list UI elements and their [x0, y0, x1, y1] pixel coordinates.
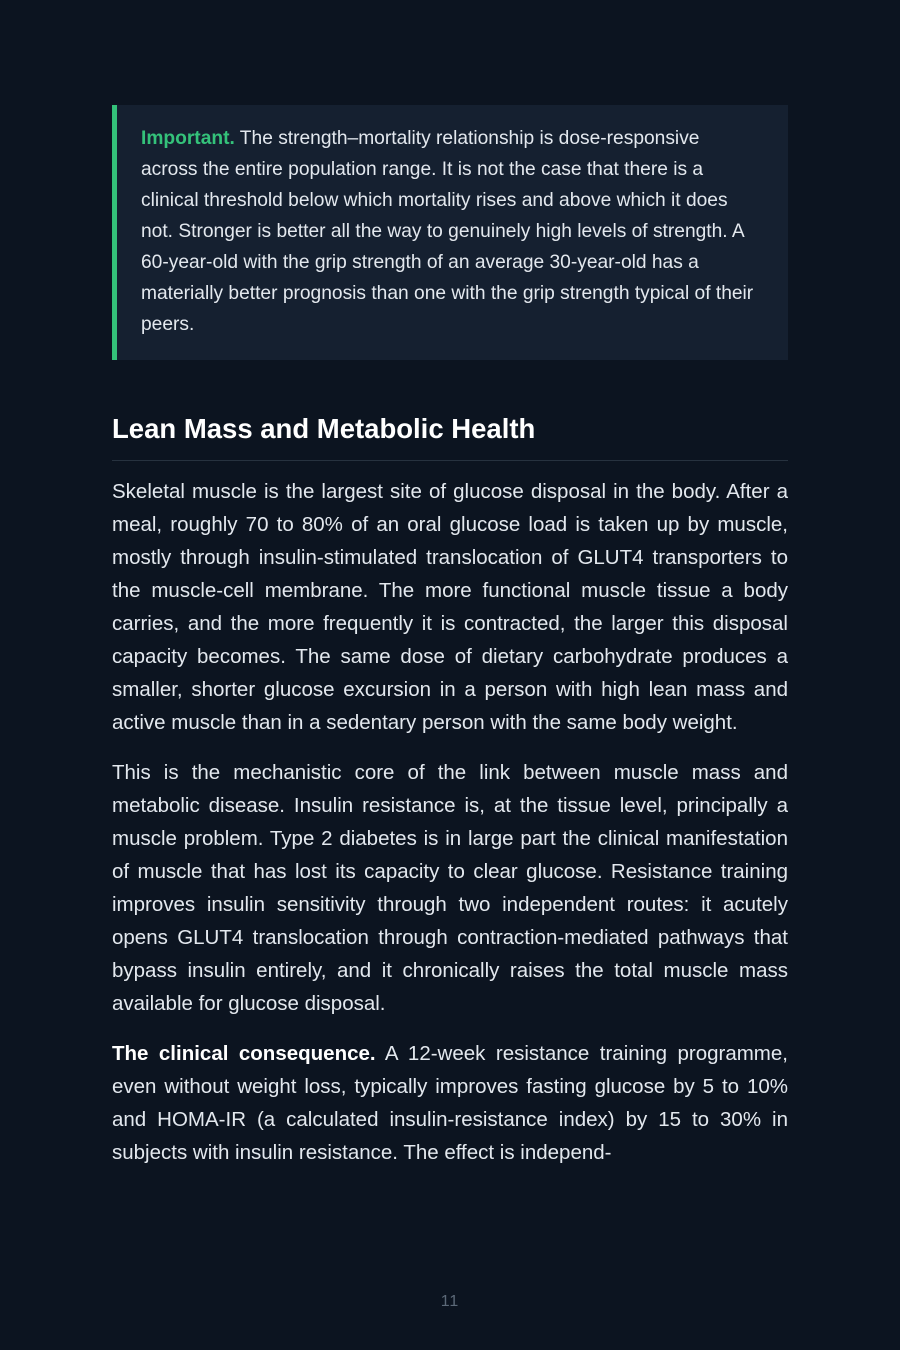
callout-lead: Important.	[141, 128, 235, 149]
section-heading: Lean Mass and Metabolic Health	[112, 410, 788, 461]
important-callout	[112, 105, 788, 360]
page-number: 11	[440, 1293, 460, 1310]
body-paragraph: Skeletal muscle is the largest site of glucose disposal in the body. After a meal, roughly 70 to 80% of an oral glucose load is taken up by muscle, mostly through insulin-stimulated translocation of GLUT4 transporters to the muscle-cell membrane. The more functional muscle tissue a body carries, and the more frequently it is contracted, the larger this disposal capacity becomes. The same dose of dietary carbohydrate produces a smaller, shorter glucose excursion in a person with high lean mass and active muscle than in a sedentary person with the same body weight.	[112, 480, 788, 734]
consequence-text: A 12-week resistance training programme, even without weight loss, typically improves fasting glucose by 5 to 10% and HOMA-IR (a calculated insulin-resistance index) by 15 to 30% in subjects with insulin resistance. The effect is independ-	[112, 1042, 788, 1164]
section-body	[112, 475, 788, 1186]
body-paragraph: This is the mechanistic core of the link between muscle mass and metabolic disease. Insulin resistance is, at the tissue level, principally a muscle problem. Type 2 diabetes is in large part the clinical manifestation of muscle that has lost its capacity to clear glucose. Resistance training improves insulin sensitivity through two independent routes: it acutely opens GLUT4 translocation through contraction-mediated pathways that bypass insulin entirely, and it chronically raises the total muscle mass available for glucose disposal.	[112, 761, 788, 1015]
callout-text: The strength–mortality relationship is dose-responsive across the entire population range. It is not the case that there is a clinical threshold below which mortality rises and above which it does not. Stronger is better all the way to genuinely high levels of strength. A 60-year-old with the grip strength of an average 30-year-old has a materially better prognosis than one with the grip strength typical of their peers.	[141, 128, 754, 335]
consequence-paragraph	[112, 1037, 788, 1169]
consequence-lead: The clinical consequence.	[112, 1042, 376, 1065]
